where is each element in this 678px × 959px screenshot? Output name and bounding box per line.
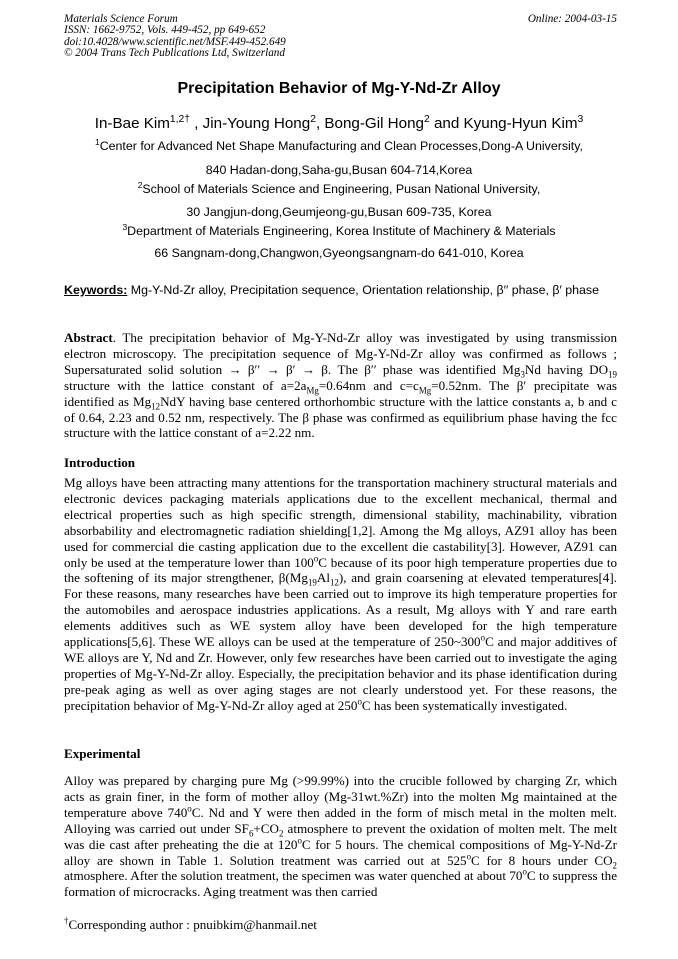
experimental-heading: Experimental: [64, 746, 141, 761]
copyright-line: © 2004 Trans Tech Publications Ltd, Switzerland: [64, 47, 285, 60]
experimental-text: Alloy was prepared by charging pure Mg (>99.99%) into the crucible followed by charging Zr, which acts as grain finer, in the form of mother alloy (Mg-31wt.%Zr) into the molten Mg maintained at the temperature above 740: [64, 773, 617, 820]
affiliation-1-line-2: 840 Hadan-dong,Saha-gu,Busan 604-714,Korea: [205, 163, 473, 177]
author-list: [0, 115, 678, 132]
author-3: , Bong-Gil Hong: [315, 115, 424, 132]
abstract-text: =0.52nm. The β′ precipitate was identified as Mg: [64, 377, 617, 409]
abstract-text: =0.64nm and c=c: [318, 377, 419, 393]
abstract-subscript: 3: [520, 369, 525, 380]
affiliation-2-text: School of Materials Science and Engineering, Pusan National University,: [142, 182, 541, 196]
experimental-superscript: o: [187, 803, 192, 814]
abstract-paragraph: [64, 330, 617, 441]
corresponding-author-footnote: [64, 917, 317, 933]
experimental-text: +CO: [253, 820, 279, 836]
author-2-mark: 2: [310, 113, 316, 125]
affiliation-1-line-1: [0, 136, 678, 153]
experimental-text: C for 8 hours under CO: [471, 852, 613, 868]
keywords: [64, 283, 617, 298]
keywords-label: Keywords:: [64, 283, 128, 297]
abstract-text: structure with the lattice constant of a=2a: [64, 377, 307, 393]
experimental-text: atmosphere. After the solution treatment, the specimen was water quenched at about 70: [64, 868, 523, 884]
author-2: , Jin-Young Hong: [190, 115, 311, 132]
introduction-paragraph: [64, 475, 617, 714]
experimental-paragraph: [64, 773, 617, 900]
abstract-subscript: 12: [151, 401, 161, 412]
experimental-subscript: 2: [278, 828, 284, 839]
affiliation-3-text: Department of Materials Engineering, Korea Institute of Machinery & Materials: [127, 224, 556, 238]
author-1-mark: 1,2†: [169, 113, 190, 125]
introduction-text: C has been systematically investigated.: [361, 697, 568, 713]
paper-title: Precipitation Behavior of Mg-Y-Nd-Zr Alloy: [177, 80, 501, 97]
experimental-text: C. Nd and Y were then added in the form of misch metal in the molten melt. Alloying was carried out under SF: [64, 804, 617, 836]
author-4: and Kyung-Hyun Kim: [429, 115, 578, 132]
footnote-mark: †: [64, 915, 69, 926]
doi-line: doi:10.4028/www.scientific.net/MSF.449-452.649: [64, 35, 286, 48]
footnote-text: Corresponding author : pnuibkim@hanmail.net: [68, 917, 317, 932]
keywords-text: Mg-Y-Nd-Zr alloy, Precipitation sequence, Orientation relationship, β′′ phase, β′ phase: [127, 283, 600, 297]
introduction-text: C because of its poor high temperature properties due to the softening of its major strengthener, β(Mg: [64, 554, 618, 586]
introduction-subscript: 12: [329, 578, 339, 589]
affiliation-1-mark: 1: [95, 136, 100, 147]
experimental-superscript: o: [466, 851, 472, 862]
affiliation-2-mark: 2: [137, 179, 143, 190]
affiliation-3-line-2: 66 Sangnam-dong,Changwon,Gyeongsangnam-do 641-010, Korea: [154, 246, 524, 260]
experimental-text: C for 5 hours. The chemical compositions of Mg-Y-Nd-Zr alloy are shown in Table 1. Solution treatment was carried out at 525: [64, 836, 618, 868]
affiliation-3-mark: 3: [122, 221, 128, 232]
abstract-text: . The precipitation behavior of Mg-Y-Nd-Zr alloy was investigated by using transmission electron microscopy. The precipitation sequence of Mg-Y-Nd-Zr alloy was confirmed as follows ; Supersaturated solid solution → β′′ → β′ → β. The β′′ phase was identified Mg: [64, 330, 617, 377]
introduction-text: ), and grain coarsening at elevated temperatures[4]. For these reasons, many researches have been carried out to improve its high temperature properties for the automobiles and aerospace industries applications. As a result, Mg alloys with Y and rare earth elements additives such as WE system alloy have been developed for the high temperature applications[5,6]. These WE alloys can be used at the temperature of 250~300: [64, 570, 617, 650]
online-date: Online: 2004-03-15: [527, 13, 617, 25]
abstract-subscript: Mg: [306, 385, 319, 396]
experimental-text: C to suppress the formation of microcracks. Aging treatment was then carried: [64, 868, 617, 900]
experimental-text: atmosphere to prevent the oxidation of molten melt. The melt was die cast after preheating the die at 120: [64, 820, 617, 852]
introduction-text: Mg alloys have been attracting many attentions for the transportation machinery structural materials and electronic devices packaging materials applications due to the excellent mechanical, thermal and electrical properties such as high specific strength, dimensional stability, machinability, vibration absorbability and electromagnetic radiation shielding[1,2]. Among the Mg alloys, AZ91 alloy has been used for commercial die casting application due to the excellent die castability[3]. However, AZ91 can only be used at the temperature lower than 100: [64, 475, 617, 570]
introduction-heading: Introduction: [64, 455, 136, 470]
issn-line: ISSN: 1662-9752, Vols. 449-452, pp 649-652: [64, 24, 266, 37]
journal-name: Materials Science Forum: [64, 13, 178, 25]
experimental-superscript: o: [297, 835, 302, 846]
experimental-subscript: 6: [248, 828, 254, 839]
author-4-mark: 3: [577, 113, 584, 125]
introduction-text: C and major additives of WE alloys are Y, Nd and Zr. However, only few researches have been carried out to investigate the aging properties of Mg-Y-Nd-Zr alloy. Especially, the precipitation behavior and its phase identification during pre-peak aging as well as over aging stages are not clearly understood yet. For these reasons, the precipitation behavior of Mg-Y-Nd-Zr alloy aged at 250: [64, 634, 617, 713]
author-3-mark: 2: [424, 113, 430, 125]
abstract-subscript: 19: [608, 369, 617, 380]
abstract-label: Abstract: [64, 330, 113, 345]
abstract-text: NdY having base centered orthorhombic structure with the lattice constants a, b and c of 0.64, 2.23 and 0.52 nm, respectively. The β phase was confirmed as equilibrium phase having the fcc structure with the lattice constant of a=2.22 nm.: [64, 393, 617, 441]
introduction-subscript: 19: [307, 578, 317, 589]
affiliation-2-line-1: [0, 179, 678, 196]
affiliation-1-text: Center for Advanced Net Shape Manufacturing and Clean Processes,Dong-A University,: [99, 139, 583, 153]
author-1: In-Bae Kim: [94, 115, 170, 132]
journal-header: [64, 14, 617, 60]
abstract-subscript: Mg: [418, 385, 432, 396]
introduction-superscript: o: [313, 553, 319, 564]
affiliation-2-line-2: 30 Jangjun-dong,Geumjeong-gu,Busan 609-735, Korea: [186, 205, 492, 219]
abstract-text: Nd having DO: [524, 361, 609, 377]
experimental-subscript: 2: [612, 860, 617, 871]
introduction-superscript: o: [357, 696, 362, 707]
introduction-text: Al: [316, 570, 330, 586]
introduction-superscript: o: [480, 632, 486, 643]
affiliation-3-line-1: [0, 221, 678, 238]
experimental-superscript: o: [522, 867, 527, 878]
